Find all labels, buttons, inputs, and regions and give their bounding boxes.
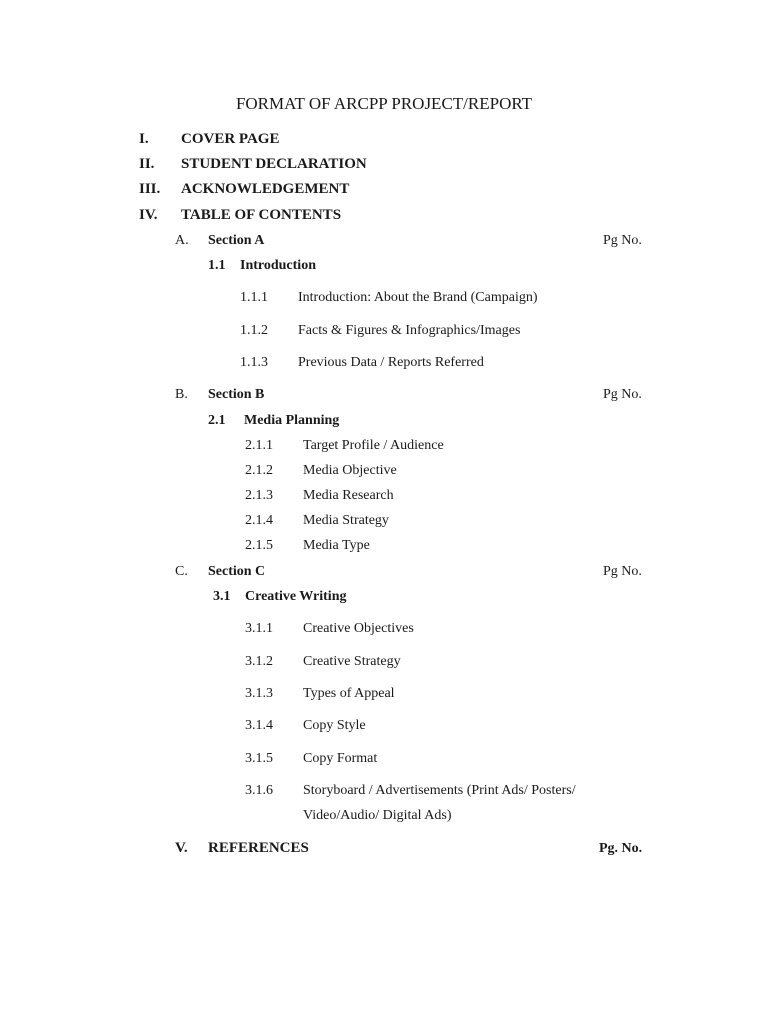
page-number-label: Pg No. xyxy=(603,233,642,248)
toc-item: Copy Style xyxy=(303,718,366,733)
item-number: 3.1.6 xyxy=(245,783,273,798)
roman-number: IV. xyxy=(139,207,158,223)
subsection-media-planning: Media Planning xyxy=(244,413,340,428)
roman-number: III. xyxy=(139,181,161,197)
toc-item: Creative Strategy xyxy=(303,654,401,669)
roman-number: V. xyxy=(175,840,188,856)
toc-item: Media Strategy xyxy=(303,513,389,528)
toc-item: Storyboard / Advertisements (Print Ads/ Posters/ Video/Audio/ Digital Ads) xyxy=(303,783,576,823)
item-number: 2.1.1 xyxy=(245,438,273,453)
subsection-introduction: Introduction xyxy=(240,258,316,273)
page-number-label: Pg No. xyxy=(603,564,642,579)
item-number: 3.1.1 xyxy=(245,621,273,636)
toc-item: Media Type xyxy=(303,538,370,553)
item-number: 1.1.1 xyxy=(240,290,268,305)
cover-page-item: COVER PAGE xyxy=(181,131,280,147)
section-c-heading: Section C xyxy=(208,564,266,579)
references-item: REFERENCES xyxy=(208,840,309,856)
item-number: 1.1.2 xyxy=(240,323,268,338)
item-number: 2.1.5 xyxy=(245,538,273,553)
section-letter: A. xyxy=(175,233,189,248)
toc-item: Types of Appeal xyxy=(303,686,395,701)
item-number: 3.1.2 xyxy=(245,654,273,669)
toc-item: Media Objective xyxy=(303,463,397,478)
toc-item: Previous Data / Reports Referred xyxy=(298,355,484,370)
item-number: 2.1.3 xyxy=(245,488,273,503)
section-b-heading: Section B xyxy=(208,387,265,402)
student-declaration-item: STUDENT DECLARATION xyxy=(181,156,367,172)
item-number: 3.1.4 xyxy=(245,718,273,733)
page-number-label: Pg. No. xyxy=(599,841,643,856)
toc-item: Media Research xyxy=(303,488,394,503)
roman-number: II. xyxy=(139,156,155,172)
table-of-contents-item: TABLE OF CONTENTS xyxy=(181,207,342,223)
item-number: 2.1.4 xyxy=(245,513,273,528)
acknowledgement-item: ACKNOWLEDGEMENT xyxy=(181,181,350,197)
subsection-number: 1.1 xyxy=(208,258,226,273)
page-number-label: Pg No. xyxy=(603,387,642,402)
section-letter: C. xyxy=(175,564,188,579)
toc-item: Target Profile / Audience xyxy=(303,438,444,453)
subsection-number: 2.1 xyxy=(208,413,226,428)
toc-item: Facts & Figures & Infographics/Images xyxy=(298,323,521,338)
item-number: 3.1.5 xyxy=(245,751,273,766)
toc-item: Introduction: About the Brand (Campaign) xyxy=(298,290,538,305)
section-a-heading: Section A xyxy=(208,233,265,248)
subsection-number: 3.1 xyxy=(213,589,231,604)
toc-item: Copy Format xyxy=(303,751,378,766)
toc-item: Creative Objectives xyxy=(303,621,414,636)
item-number: 3.1.3 xyxy=(245,686,273,701)
roman-number: I. xyxy=(139,131,149,147)
item-number: 1.1.3 xyxy=(240,355,268,370)
section-letter: B. xyxy=(175,387,188,402)
item-number: 2.1.2 xyxy=(245,463,273,478)
subsection-creative-writing: Creative Writing xyxy=(245,589,347,604)
page-title: FORMAT OF ARCPP PROJECT/REPORT xyxy=(235,94,533,113)
